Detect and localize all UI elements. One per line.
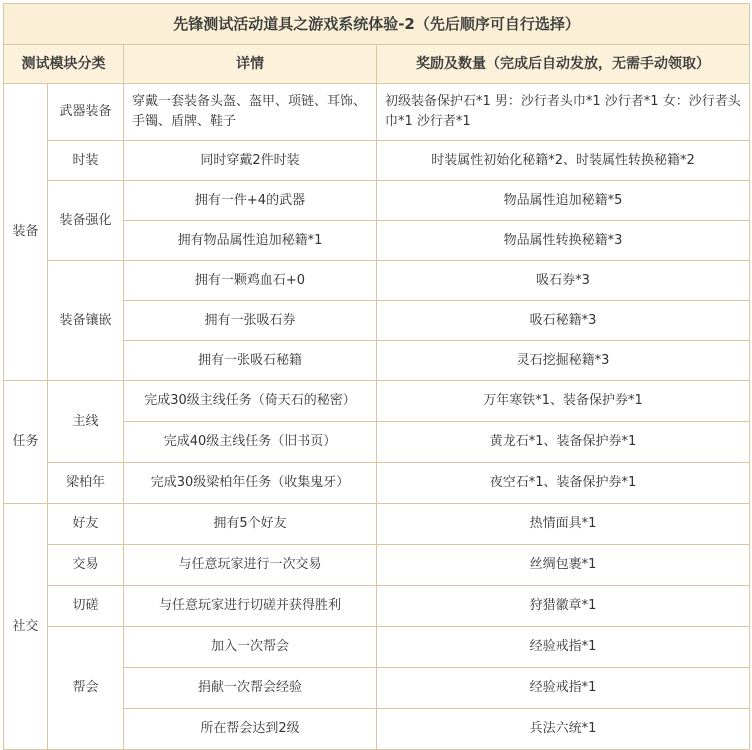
reward-cell: 狩猎徽章*1 — [377, 586, 750, 627]
detail-cell: 所在帮会达到2级 — [124, 709, 377, 750]
detail-cell: 完成40级主线任务（旧书页） — [124, 422, 377, 463]
table-row — [4, 463, 750, 504]
detail-cell: 与任意玩家进行切磋并获得胜利 — [124, 586, 377, 627]
subcategory-enhance: 装备强化 — [48, 181, 124, 261]
detail-cell: 拥有一张吸石秘籍 — [124, 341, 377, 381]
subcategory-fashion: 时装 — [48, 141, 124, 181]
detail-cell: 穿戴一套装备头盔、盔甲、项链、耳饰、手镯、盾牌、鞋子 — [124, 84, 377, 141]
detail-cell: 与任意玩家进行一次交易 — [124, 545, 377, 586]
table-header-row — [4, 45, 750, 84]
header-detail: 详情 — [124, 45, 377, 84]
subcategory-weapon-equip: 武器装备 — [48, 84, 124, 141]
detail-cell: 完成30级梁柏年任务（收集鬼牙） — [124, 463, 377, 504]
subcategory-friend: 好友 — [48, 504, 124, 545]
detail-cell: 同时穿戴2件时装 — [124, 141, 377, 181]
category-social: 社交 — [4, 504, 48, 750]
detail-cell: 完成30级主线任务（倚天石的秘密） — [124, 381, 377, 422]
detail-cell: 拥有一张吸石券 — [124, 301, 377, 341]
reward-cell: 夜空石*1、装备保护券*1 — [377, 463, 750, 504]
reward-cell: 物品属性转换秘籍*3 — [377, 221, 750, 261]
subcategory-inlay: 装备镶嵌 — [48, 261, 124, 381]
reward-cell: 兵法六统*1 — [377, 709, 750, 750]
subcategory-trade: 交易 — [48, 545, 124, 586]
category-equipment: 装备 — [4, 84, 48, 381]
table-row — [4, 261, 750, 301]
table-row — [4, 381, 750, 422]
reward-cell: 初级装备保护石*1 男：沙行者头巾*1 沙行者*1 女：沙行者头巾*1 沙行者*1 — [377, 84, 750, 141]
table-title: 先锋测试活动道具之游戏系统体验-2（先后顺序可自行选择） — [4, 4, 750, 45]
reward-cell: 热情面具*1 — [377, 504, 750, 545]
detail-cell: 拥有一件+4的武器 — [124, 181, 377, 221]
subcategory-guild: 帮会 — [48, 627, 124, 750]
detail-cell: 拥有物品属性追加秘籍*1 — [124, 221, 377, 261]
table-row — [4, 84, 750, 141]
detail-cell: 拥有5个好友 — [124, 504, 377, 545]
reward-cell: 吸石秘籍*3 — [377, 301, 750, 341]
reward-cell: 吸石券*3 — [377, 261, 750, 301]
detail-cell: 捐献一次帮会经验 — [124, 668, 377, 709]
header-module: 测试模块分类 — [4, 45, 124, 84]
detail-cell: 拥有一颗鸡血石+0 — [124, 261, 377, 301]
table-row — [4, 586, 750, 627]
table-title-row — [4, 4, 750, 45]
header-reward: 奖励及数量（完成后自动发放，无需手动领取） — [377, 45, 750, 84]
subcategory-duel: 切磋 — [48, 586, 124, 627]
detail-cell: 加入一次帮会 — [124, 627, 377, 668]
reward-cell: 万年寒铁*1、装备保护券*1 — [377, 381, 750, 422]
reward-cell: 黄龙石*1、装备保护券*1 — [377, 422, 750, 463]
table-row — [4, 141, 750, 181]
reward-cell: 经验戒指*1 — [377, 668, 750, 709]
table-row — [4, 181, 750, 221]
reward-cell: 灵石挖掘秘籍*3 — [377, 341, 750, 381]
reward-cell: 丝绸包裹*1 — [377, 545, 750, 586]
subcategory-liang-bo-nian: 梁柏年 — [48, 463, 124, 504]
table-row — [4, 545, 750, 586]
reward-cell: 时装属性初始化秘籍*2、时装属性转换秘籍*2 — [377, 141, 750, 181]
reward-cell: 经验戒指*1 — [377, 627, 750, 668]
table-row — [4, 627, 750, 668]
subcategory-main-line: 主线 — [48, 381, 124, 463]
table-row — [4, 504, 750, 545]
category-task: 任务 — [4, 381, 48, 504]
reward-cell: 物品属性追加秘籍*5 — [377, 181, 750, 221]
activity-table — [3, 3, 750, 750]
